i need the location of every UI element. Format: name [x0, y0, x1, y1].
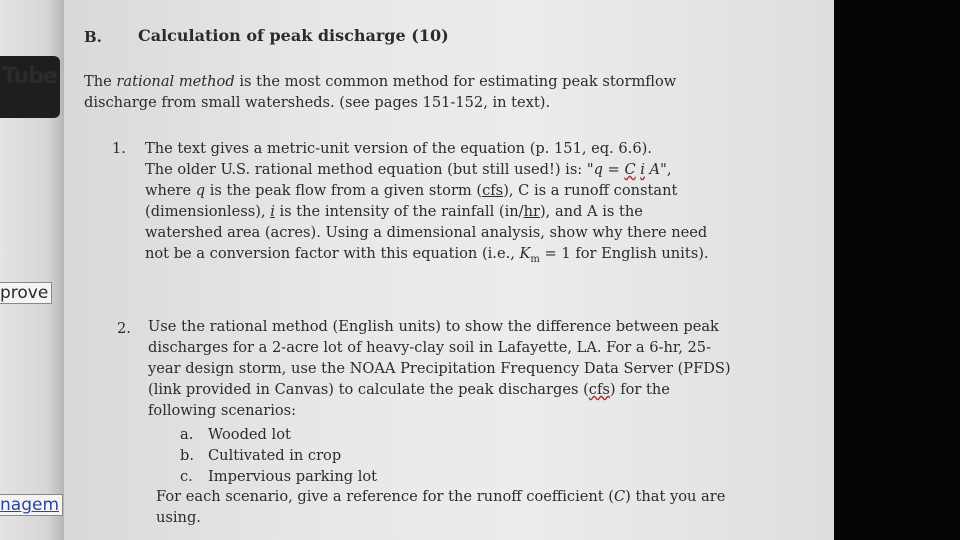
- intro-line-1: The rational method is the most common method for estimating peak stormflow: [84, 73, 677, 90]
- section-title: Calculation of peak discharge (10): [138, 26, 449, 45]
- q1-line-2: The older U.S. rational method equation (but still used!) is: "q = C i A",: [145, 161, 672, 178]
- q2-line-3: year design storm, use the NOAA Precipitation Frequency Data Server (PFDS): [148, 360, 731, 377]
- background-fragment-manage-link[interactable]: nagem: [0, 494, 63, 516]
- q2-line-1: Use the rational method (English units) to show the difference between peak: [148, 318, 719, 335]
- question-2-number: 2.: [117, 320, 131, 337]
- intro-line-2: discharge from small watersheds. (see pages 151-152, in text).: [84, 94, 551, 111]
- closing-line-2: using.: [156, 509, 201, 526]
- q2-line-4: (link provided in Canvas) to calculate the peak discharges (cfs) for the: [148, 381, 670, 398]
- section-letter: B.: [84, 28, 102, 46]
- q2-line-5: following scenarios:: [148, 402, 297, 419]
- list-item: b. Cultivated in crop: [180, 447, 342, 464]
- q1-line-5: watershed area (acres). Using a dimensional analysis, show why there need: [145, 224, 708, 241]
- background-fragment-improve[interactable]: prove: [0, 282, 52, 304]
- youtube-logo-text: Tube: [2, 64, 57, 89]
- scenario-list: [180, 424, 377, 487]
- list-item: a. Wooded lot: [180, 426, 291, 443]
- list-item: c. Impervious parking lot: [180, 468, 378, 485]
- dark-border: [834, 0, 960, 540]
- question-1-text: [145, 138, 709, 270]
- intro-paragraph: [84, 71, 676, 113]
- q1-line-3: where q is the peak flow from a given storm (cfs), C is a runoff constant: [145, 182, 678, 199]
- closing-line-1: For each scenario, give a reference for the runoff coefficient (C) that you are: [156, 488, 726, 505]
- question-2-text: [148, 316, 731, 421]
- q2-line-2: discharges for a 2-acre lot of heavy-clay soil in Lafayette, LA. For a 6-hr, 25-: [148, 339, 712, 356]
- q1-line-1: The text gives a metric-unit version of the equation (p. 151, eq. 6.6).: [145, 140, 652, 157]
- closing-instruction: [156, 486, 725, 528]
- q1-line-4: (dimensionless), i is the intensity of the rainfall (in/hr), and A is the: [145, 203, 643, 220]
- q1-line-6: not be a conversion factor with this equation (i.e., $K_m = 1$ for English units).: [145, 245, 709, 265]
- question-1-number: 1.: [112, 140, 126, 157]
